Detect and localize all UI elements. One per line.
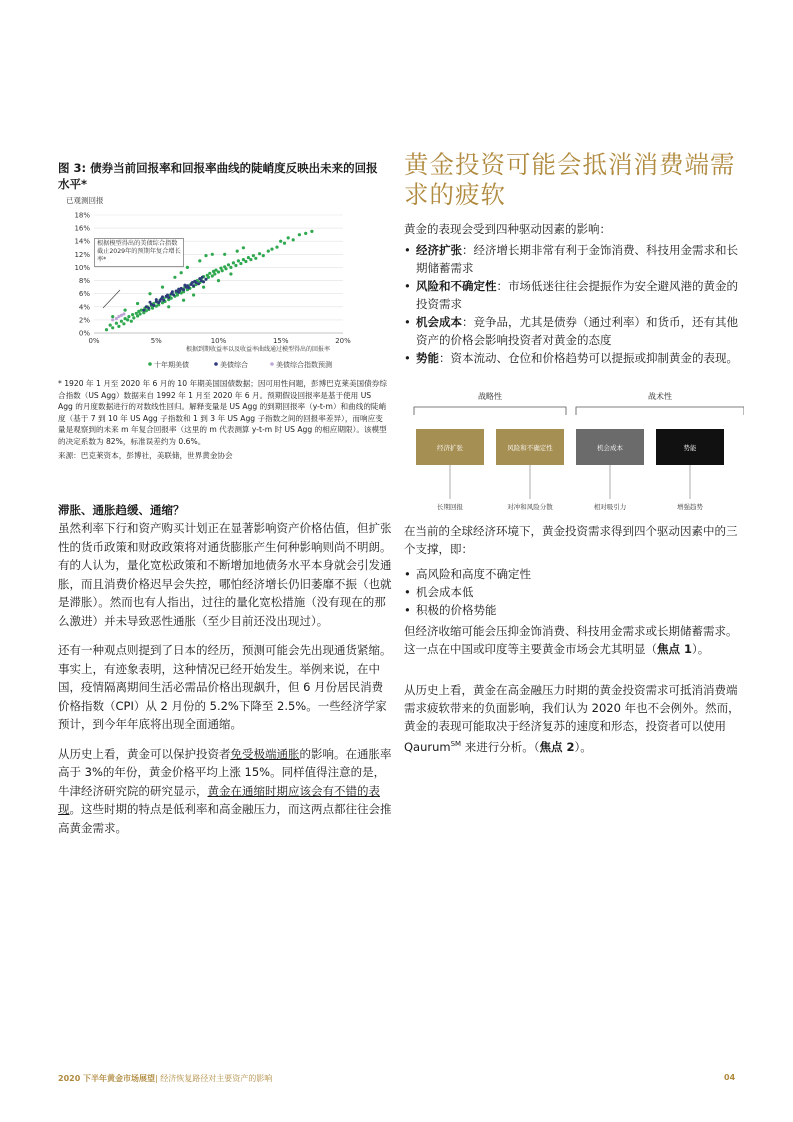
treasury-point [182,299,185,302]
y-tick-label: 10% [74,263,90,272]
y-tick-label: 6% [78,290,90,299]
chart-annotation: 根据模型得出的美债综合指数截止2029年的预期年复合增长率* [94,238,184,267]
legend-marker-agg [214,362,218,366]
y-tick-label: 12% [74,250,90,259]
treasury-point [267,250,270,253]
treasury-point [139,312,142,315]
agg-point [167,296,170,299]
driver-term: 风险和不确定性 [416,279,497,293]
text-span: 的影响。在通胀率高于 3%的年份，黄金价格平均上涨 15%。同样值得注意的是，牛津经济研究院的研究显示， [58,746,392,798]
treasury-point [211,274,214,277]
text-span: 从历史上看，黄金可以保护投资者 [58,746,231,761]
footer-report-title: 2020 下半年黄金市场展望 [58,1074,156,1083]
agg-point [193,280,196,283]
treasury-point [207,276,210,279]
agg-point [159,299,162,302]
text-span: ）。 [574,739,592,754]
driver-text: ：资本流动、仓位和价格趋势可以提振或抑制黄金的表现。 [439,351,738,365]
chart-annotation-box [94,238,184,288]
treasury-point [236,250,239,253]
y-axis-label: 已观测回报 [66,196,104,205]
agg-point [172,294,175,297]
list-item: • 高风险和高度不确定性 [404,565,744,583]
paragraph-current-environment: 在当前的全球经济环境下，黄金投资需求得到四个驱动因素中的三个支撑，即： [404,524,738,556]
list-item: • 机会成本低 [404,583,744,601]
y-tick-label: 4% [78,303,90,312]
treasury-point [262,254,265,257]
treasury-point [122,322,125,325]
paragraph-qaurum [404,681,744,756]
treasury-point [254,257,257,260]
group-tactical-label: 战术性 [648,392,672,401]
treasury-point [120,320,123,323]
x-tick-label: 15% [272,337,289,345]
legend-forecast: 美债综合指数预测 [276,361,332,369]
agg-point [171,290,174,293]
drivers-list [404,242,744,369]
treasury-point [130,320,133,323]
agg-point [149,301,152,304]
y-tick-label: 18% [74,211,90,220]
treasury-point [237,259,240,262]
focus-1-ref: 焦点 1 [657,642,693,656]
scatter-chart [58,193,393,373]
treasury-point [167,305,170,308]
y-tick-label: 0% [78,329,90,338]
section-heading-inflation: 滞胀、通胀趋缓、通缩？ [58,503,185,517]
legend-marker-treasury [148,362,152,366]
y-tick-label: 8% [78,277,90,286]
driver-term: 势能 [416,351,439,365]
treasury-point [217,279,220,282]
treasury-point [136,302,139,305]
treasury-point [221,269,224,272]
forecast-point [111,318,114,321]
treasury-point [258,252,261,255]
treasury-point [279,240,282,243]
treasury-point [310,230,313,233]
treasury-point [249,258,252,261]
list-item [404,278,744,313]
paragraph-deflation-view: 还有一种观点则提到了日本的经历，预测可能会先出现通货紧缩。事实上，有迹象表明，这种情况已经开始发生。举例来说，在中国，疫情隔离期间生活必需品价格出现飙升，但 6 月份居民消费价格指数（CPI）从 2 月份的 5.2%下降至 2.5%。一些经济学家预计，到今年年底将出现全面通缩。 [58,643,392,731]
paragraph-gold-history [58,745,392,838]
figure-footnote: * 1920 年 1 月至 2020 年 6 月的 10 年期美国国债数据；因可用性问题，彭博巴克莱美国债券综合指数（US Agg）数据来自 1992 年 1 月至 2020 年 6 月。预期假设回报率是基于使用 US Agg 的月度数据进行的对数线性回归。解释变量是 US Agg 的到期回报率（y-t-m）和曲线的陡峭度（基于 7 到 10 年 US Agg 子指数和 1 到 3 年 US Agg 子指数之间的回报率差异），而响应变量是观察到的未来 m 年复合回报率（这里的 m 代表测算 y-t-m 时 US Agg 的相应期限）。该模型的决定系数为 82%，标准误差约为 0.6%。 [58,379,387,446]
bracket-strategic [414,407,566,415]
x-tick-label: 0% [88,337,100,345]
left-body [58,519,392,848]
treasury-point [124,309,127,312]
y-tick-label: 16% [74,224,90,233]
treasury-point [204,254,207,257]
forecast-point [122,312,125,315]
forecast-point [115,317,118,320]
agg-point [152,304,155,307]
treasury-point [117,325,120,328]
driver-term: 机会成本 [416,315,462,329]
link-deflation-performance[interactable]: 黄金在通缩时期应该会有不错的表现 [58,783,380,816]
treasury-point [244,260,247,263]
treasury-point [208,272,211,275]
treasury-point [148,292,151,295]
figure-source: 来源：巴克莱资本，彭博社，美联储，世界黄金协会 [58,450,233,460]
treasury-point [292,238,295,241]
footer [58,1073,272,1084]
treasury-point [287,236,290,239]
text-span: 来进行分析。（ [461,739,540,754]
treasury-point [198,259,201,262]
chart-legend [148,360,332,369]
treasury-point [131,313,134,316]
agg-point [142,309,145,312]
treasury-point [111,315,114,318]
treasury-point [298,233,301,236]
driver-term: 经济扩张 [416,243,462,257]
text-span: 。这些时期的特点是低利率和高金融压力，而这两点都往往会推高黄金需求。 [58,802,392,835]
treasury-point [242,246,245,249]
page-title: 黄金投资可能会抵消消费端需求的疲软 [404,150,736,209]
treasury-point [111,326,114,329]
driver-outcome-label: 长期回报 [437,503,463,511]
agg-point [202,280,205,283]
focus-2-ref: 焦点 2 [539,739,575,754]
legend-agg: 美债综合 [220,361,248,369]
treasury-point [132,316,135,319]
driver-outcome-label: 增强趋势 [677,503,703,511]
supports-list [404,565,744,619]
drivers-intro: 黄金的表现会受到四种驱动因素的影响： [404,222,611,236]
drivers-diagram [404,385,744,515]
annotation-arrow [103,290,120,308]
treasury-point [227,263,230,266]
agg-point [192,284,195,287]
bracket-tactical [576,407,744,415]
treasury-point [247,256,250,259]
treasury-point [186,266,189,269]
treasury-point [229,272,232,275]
treasury-point [115,322,118,325]
agg-point [155,298,158,301]
treasury-point [234,264,237,267]
x-tick-label: 10% [210,337,227,345]
text-span: 从历史上看，黄金在高金融压力时期的黄金投资需求可抵消消费端需求疲软带来的负面影响，我们认为 2020 年也不会例外。然而，黄金的表现可能取决于经济复苏的速度和形态，投资者可以使用 Qaurum [404,683,740,754]
y-tick-label: 14% [74,237,90,246]
text-span: ）。 [692,642,710,656]
agg-point [197,282,200,285]
treasury-point [211,253,214,256]
agg-point [162,299,165,302]
driver-box-label: 风险和不确定性 [507,444,553,452]
treasury-point [217,270,220,273]
list-item: • 积极的价格势能 [404,601,744,619]
treasury-point [213,272,216,275]
treasury-point [304,232,307,235]
legend-treasury: 十年期美债 [154,361,189,369]
group-strategic-label: 战略性 [478,392,502,401]
driver-outcome-label: 相对吸引力 [593,503,627,511]
paragraph-contraction [404,622,744,658]
treasury-point [229,266,232,269]
driver-box-label: 经济扩张 [437,444,463,452]
agg-point [186,284,189,287]
paragraph-monetary-policy: 虽然利率下行和资产购买计划正在显著影响资产价格估值，但扩张性的货币政策和财政政策将对通货膨胀产生何种影响则尚不明朗。有的人认为，量化宽松政策和不断增加地债务水平本身就会引发通胀，而且消费价格迟早会失控，哪怕经济增长仍旧萎靡不振（也就是滞胀）。然而也有人指出，过往的量化宽松措施（没有现在的那么激进）并未导致恶性通胀（至少目前还没出现过）。 [58,521,392,628]
figure-title: 图 3: 债券当前回报率和回报率曲线的陡峭度反映出未来的回报水平* [58,161,378,191]
x-tick-label: 5% [150,337,162,345]
driver-text: ：经济增长期非常有利于金饰消费、科技用金需求和长期储蓄需求 [416,243,738,275]
treasury-point [192,293,195,296]
treasury-point [136,314,139,317]
list-item [404,350,744,368]
agg-point [161,295,164,298]
treasury-point [224,267,227,270]
driver-box-label: 机会成本 [597,444,623,452]
treasury-point [239,262,242,265]
figure-notes [58,378,388,461]
agg-point [166,294,169,297]
treasury-point [202,286,205,289]
x-axis-label: 根据到期收益率以及收益率曲线通过模型得出的回报率 [186,346,331,353]
agg-point [182,288,185,291]
legend-marker-forecast [270,362,274,366]
treasury-point [270,248,273,251]
link-extreme-inflation[interactable]: 免受极端通胀 [230,746,300,761]
y-tick-label: 2% [78,316,90,325]
treasury-point [105,328,108,331]
treasury-point [232,261,235,264]
agg-point [201,276,204,279]
driver-outcome-label: 对冲和风险分散 [507,503,553,511]
list-item [404,242,744,277]
agg-point [205,278,208,281]
treasury-point [223,253,226,256]
treasury-point [283,242,286,245]
page-number: 04 [724,1073,736,1082]
agg-point [178,289,181,292]
footer-subtitle: | 经济恢复路径对主要资产的影响 [155,1074,273,1083]
treasury-point [126,318,129,321]
treasury-point [127,315,130,318]
driver-text: ：市场低迷往往会提振作为安全避风港的黄金的投资需求 [416,279,738,311]
treasury-point [252,254,255,257]
driver-text: ：竞争品，尤其是债券（通过利率）和货币，还有其他资产的价格会影响投资者对黄金的态度 [416,315,738,347]
text-span: 但经济收缩可能会压抑金饰消费、科技用金需求或长期储蓄需求。这一点在中国或印度等主要黄金市场会尤其明显（ [404,624,738,656]
treasury-point [109,324,112,327]
x-tick-label: 20% [335,337,351,345]
driver-box-label: 势能 [683,444,697,452]
agg-point [147,307,150,310]
list-item [404,314,744,349]
service-mark: SM [450,740,462,748]
treasury-point [275,246,278,249]
